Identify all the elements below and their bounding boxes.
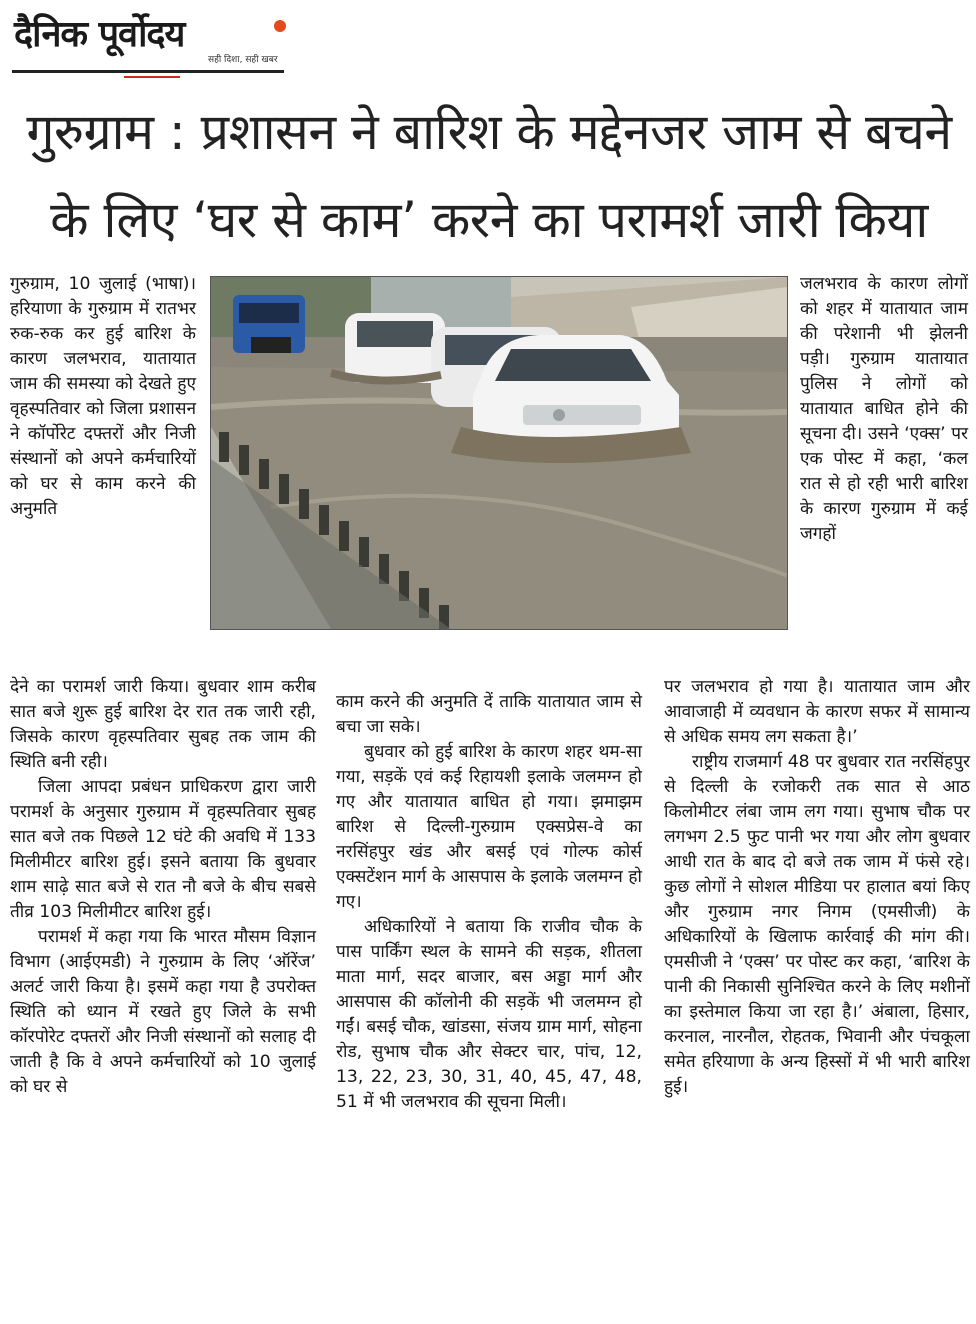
flooded-road-photo-icon (211, 277, 787, 629)
article-lead: गुरुग्राम, 10 जुलाई (भाषा)। हरियाणा के गुरुग्राम में रातभर रुक-रुक कर हुई बारिश के कारण जलभराव, यातायात जाम की समस्या को देखते हुए वृहस्पतिवार को जिला प्रशासन ने कॉर्पोरेट दफ्तरों और निजी संस्थानों को अपने कर्मचारियों को घर से काम करने की अनुमति (10, 274, 196, 519)
article-column-3 (664, 675, 970, 1100)
headline (10, 88, 968, 264)
article-column-3-top (800, 272, 968, 547)
masthead-rule (12, 70, 284, 73)
news-photo (210, 276, 788, 630)
masthead-tagline: सही दिशा, सही खबर (208, 55, 278, 65)
paragraph: काम करने की अनुमति दें ताकि यातायात जाम से बचा जा सके। (336, 692, 642, 737)
article-column-1-top (10, 272, 196, 522)
article-col3-top-text: जलभराव के कारण लोगों को शहर में यातायात जाम की परेशानी भी झेलनी पड़ी। गुरुग्राम यातायात पुलिस ने लोगों को यातायात बाधित होने की सूचना दी। उसने ‘एक्स’ पर एक पोस्ट में कहा, ‘कल रात से हो रही भारी बारिश के कारण गुरुग्राम में कई जगहों (800, 274, 968, 544)
paragraph: अधिकारियों ने बताया कि राजीव चौक के पास पार्किंग स्थल के सामने की सड़क, शीतला माता मार्ग, सदर बाजार, बस अड्डा मार्ग और आसपास की कॉलोनी की सड़कें भी जलमग्न हो गईं। बसई चौक, खांडसा, संजय ग्राम मार्ग, सोहना रोड, सुभाष चौक और सेक्टर चार, पांच, 12, 13, 22, 23, 30, 31, 40, 45, 47, 48, 51 में भी जलभराव की सूचना मिली। (336, 917, 642, 1112)
paragraph: राष्ट्रीय राजमार्ग 48 पर बुधवार रात नरसिंहपुर से दिल्ली के रजोकरी तक सात से आठ किलोमीटर लंबा जाम लग गया। सुभाष चौक पर लगभग 2.5 फुट पानी भर गया और लोग बुधवार आधी रात के बाद दो बजे तक जाम में फंसे रहे। कुछ लोगों ने सोशल मीडिया पर हालात बयां किए और गुरुग्राम नगर निगम (एमसीजी) के अधिकारियों के खिलाफ कार्रवाई की मांग की। एमसीजी ने ‘एक्स’ पर पोस्ट कर कहा, ‘बारिश के पानी की निकासी सुनिश्चित करने के लिए मशीनों का इस्तेमाल किया जा रहा है।’ अंबाला, हिसार, करनाल, नारनौल, रोहतक, भिवानी और पंचकूला समेत हरियाणा के अन्य हिस्सों में भी भारी बारिश हुई। (664, 752, 970, 1097)
paragraph: पर जलभराव हो गया है। यातायात जाम और आवाजाही में व्यवधान के कारण सफर में सामान्य से अधिक समय लग सकता है।’ (664, 677, 970, 747)
logo-dot-icon (274, 20, 286, 32)
paragraph: जिला आपदा प्रबंधन प्राधिकरण द्वारा जारी परामर्श के अनुसार गुरुग्राम में वृहस्पतिवार सुबह सात बजे तक पिछले 12 घंटे की अवधि में 133 मिलीमीटर बारिश हुई। इसने बताया कि बुधवार शाम साढ़े सात बजे से रात नौ बजे के बीच सबसे तीव्र 103 मिलीमीटर बारिश हुई। (10, 777, 316, 922)
article-column-1 (10, 675, 316, 1100)
masthead (12, 8, 284, 72)
masthead-logo: दैनिक पूर्वोदय (14, 14, 185, 55)
paragraph: बुधवार को हुई बारिश के कारण शहर थम-सा गया, सड़कें एवं कई रिहायशी इलाके जलमग्न हो गए और यातायात बाधित हो गया। झमाझम बारिश से दिल्ली-गुरुग्राम एक्सप्रेस-वे का नरसिंहपुर खंड और बसई एवं गोल्फ कोर्स एक्सटेंशन मार्ग के आसपास के इलाके जलमग्न हो गए। (336, 742, 642, 912)
headline-line-1: गुरुग्राम : प्रशासन ने बारिश के मद्देनजर जाम से बचने (26, 103, 952, 161)
paragraph: देने का परामर्श जारी किया। बुधवार शाम करीब सात बजे शुरू हुई बारिश देर रात तक जारी रही, जिसके कारण वृहस्पतिवार सुबह तक जाम की स्थिति बनी रही। (10, 677, 316, 772)
masthead-accent-rule (124, 76, 180, 78)
article-column-2 (336, 690, 642, 1115)
paragraph: परामर्श में कहा गया कि भारत मौसम विज्ञान विभाग (आईएमडी) ने गुरुग्राम के लिए ‘ऑरेंज’ अलर्ट जारी किया है। इसमें कहा गया है उपरोक्त स्थिति को ध्यान में रखते हुए जिले के सभी कॉरपोरेट दफ्तरों और निजी संस्थानों को सलाह दी जाती है कि वे अपने कर्मचारियों को 10 जुलाई को घर से (10, 927, 316, 1097)
headline-line-2: के लिए ‘घर से काम’ करने का परामर्श जारी किया (50, 191, 928, 249)
